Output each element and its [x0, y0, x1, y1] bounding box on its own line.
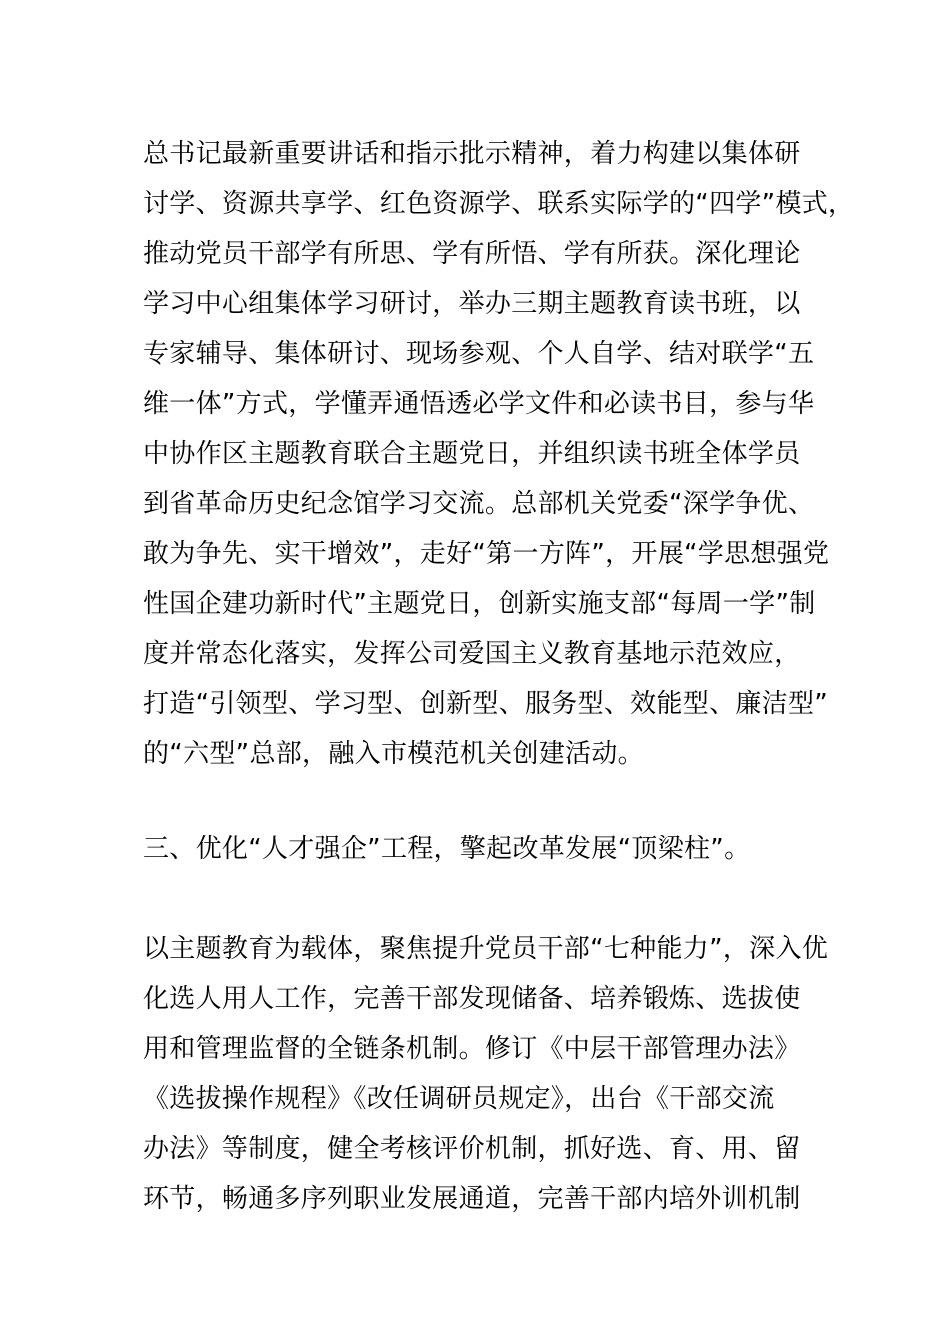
paragraph-1-line-13: 的“六型”总部，融入市模范机关创建活动。 [143, 739, 644, 769]
paragraph-1-line-11: 度并常态化落实，发挥公司爱国主义教育基地示范效应， [143, 639, 801, 669]
paragraph-2-line-6: 环节，畅通多序列职业发展通道，完善干部内培外训机制 [143, 1184, 801, 1214]
paragraph-1-line-4: 学习中心组集体学习研讨，举办三期主题教育读书班，以 [143, 289, 801, 319]
paragraph-2-line-4: 《选拔操作规程》《改任调研员规定》，出台《干部交流 [143, 1084, 775, 1114]
section-heading: 三、优化“人才强企”工程，擎起改革发展“顶梁柱”。 [143, 834, 751, 864]
paragraph-1-line-8: 到省革命历史纪念馆学习交流。总部机关党委“深学争优、 [143, 489, 815, 519]
paragraph-2-line-3: 用和管理监督的全链条机制。修订《中层干部管理办法》 [143, 1034, 801, 1064]
paragraph-1-line-3: 推动党员干部学有所思、学有所悟、学有所获。深化理论 [143, 239, 801, 269]
paragraph-2-line-1: 以主题教育为载体，聚焦提升党员干部“七种能力”，深入优 [143, 934, 829, 964]
paragraph-2-line-5: 办法》等制度，健全考核评价机制，抓好选、育、用、留 [143, 1134, 801, 1164]
paragraph-1-line-9: 敢为争先、实干增效”，走好“第一方阵”，开展“学思想强党 [143, 539, 830, 569]
paragraph-2-line-2: 化选人用人工作，完善干部发现储备、培养锻炼、选拔使 [143, 984, 801, 1014]
paragraph-1-line-5: 专家辅导、集体研讨、现场参观、个人自学、结对联学“五 [143, 339, 815, 369]
paragraph-1-line-6: 维一体”方式，学懂弄通悟透必学文件和必读书目，参与华 [143, 389, 815, 419]
paragraph-1-line-2: 讨学、资源共享学、红色资源学、联系实际学的“四学”模式， [143, 189, 855, 219]
paragraph-1-line-7: 中协作区主题教育联合主题党日，并组织读书班全体学员 [143, 439, 801, 469]
paragraph-1-line-12: 打造“引领型、学习型、创新型、服务型、效能型、廉洁型” [143, 689, 829, 719]
paragraph-1-line-10: 性国企建功新时代”主题党日，创新实施支部“每周一学”制 [143, 589, 816, 619]
paragraph-1-line-1: 总书记最新重要讲话和指示批示精神，着力构建以集体研 [143, 139, 801, 169]
